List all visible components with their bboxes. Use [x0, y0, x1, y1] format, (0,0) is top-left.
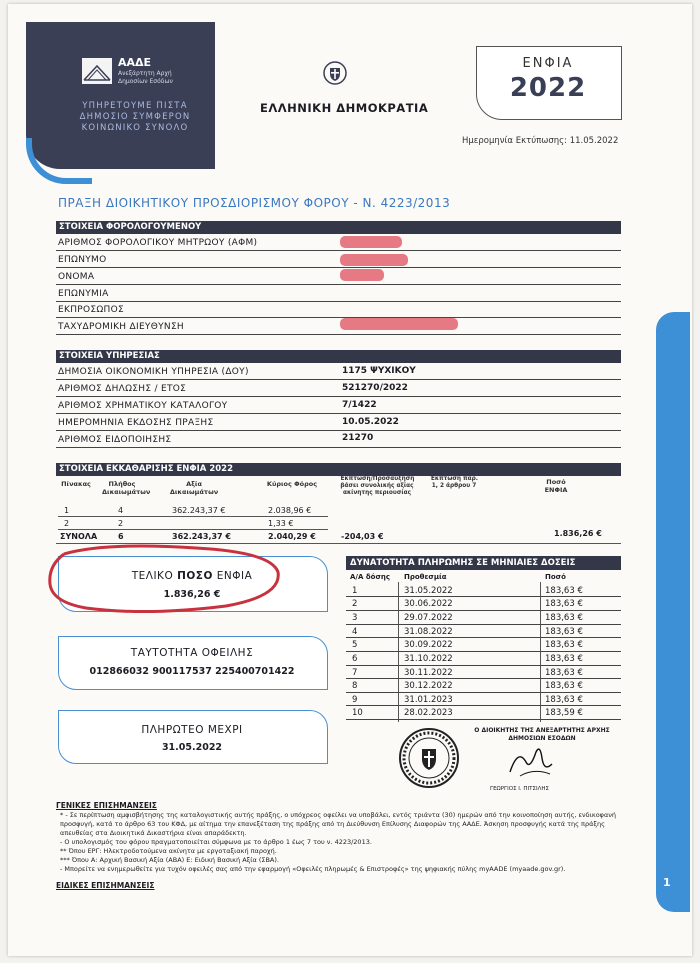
service-row-label: ΑΡΙΘΜΟΣ ΧΡΗΜΑΤΙΚΟΥ ΚΑΤΑΛΟΓΟΥ	[58, 401, 228, 411]
print-date: Ημερομηνία Εκτύπωσης: 11.05.2022	[462, 136, 619, 146]
due-date-label: ΠΛΗΡΩΤΕΟ ΜΕΧΡΙ	[141, 724, 243, 736]
signature-title: Ο ΔΙΟΙΚΗΤΗΣ ΤΗΣ ΑΝΕΞΑΡΤΗΤΗΣ ΑΡΧΗΣ ΔΗΜΟΣΙΩΝ ΕΣΟΔΩΝ	[474, 727, 610, 742]
installment-date: 29.07.2022	[404, 613, 453, 623]
table-cell: 362.243,37 €	[172, 506, 226, 515]
side-accent-bar	[656, 312, 690, 912]
redaction-mark	[340, 254, 408, 266]
note-text: * - Σε περίπτωση αμφισβήτησης της καταλογιστικής αυτής πράξης, ο υπόχρεος οφείλει να υποβάλει, εντός τριάντα (30) ημερών από την κοινοποίηση αυτής, ενδικοφανή προσφυγή, κατά το άρθρο 63 του ΚΦΔ, με αίτημα την επανεξέταση της πράξης από τη Διεύθυνση Επίλυσης Διαφορών της ΑΑΔΕ. Άσκηση προσφυγής κατά της πράξης απευθείας στα Διοικητικά Δικαστήρια είναι απαράδεκτη.	[60, 811, 616, 837]
col-header: Πλήθος Δικαιωμάτων	[102, 480, 151, 496]
special-notes-heading: ΕΙΔΙΚΕΣ ΕΠΙΣΗΜΑΝΣΕΙΣ	[56, 881, 155, 890]
installment-date: 31.05.2022	[404, 586, 453, 596]
installment-number: 1	[352, 586, 358, 596]
installment-amount: 183,63 €	[545, 613, 583, 623]
page-number: 1	[663, 876, 671, 889]
debt-id-label: ΤΑΥΤΟΤΗΤΑ ΟΦΕΙΛΗΣ	[130, 647, 254, 659]
logo-title: ΑΑΔΕ	[118, 56, 152, 69]
totals-label: ΣΥΝΟΛΑ	[60, 532, 98, 541]
col-header: Κύριος Φόρος	[266, 480, 318, 488]
due-date-value: 31.05.2022	[161, 742, 223, 753]
row-divider	[346, 665, 621, 666]
taxpayer-row-label: ΤΑΧΥΔΡΟΜΙΚΗ ΔΙΕΥΘΥΝΣΗ	[58, 322, 184, 332]
service-row-label: ΔΗΜΟΣΙΑ ΟΙΚΟΝΟΜΙΚΗ ΥΠΗΡΕΣΙΑ (ΔΟΥ)	[58, 367, 249, 377]
installment-number: 10	[352, 708, 363, 718]
signatory-name: ΓΕΩΡΓΙΟΣ Ι. ΠΙΤΣΙΛΗΣ	[490, 786, 550, 792]
totals-cell: 1.836,26 €	[554, 529, 602, 538]
service-row-value: 1175 ΨΥΧΙΚΟΥ	[342, 366, 416, 376]
due-date-box	[58, 710, 328, 764]
installment-amount: 183,59 €	[545, 708, 583, 718]
row-divider	[56, 396, 621, 397]
installment-number: 6	[352, 654, 358, 664]
red-circle-highlight	[46, 544, 282, 614]
taxpayer-row-label: ΕΚΠΡΟΣΩΠΟΣ	[58, 305, 124, 315]
installment-amount: 183,63 €	[545, 599, 583, 609]
general-notes-heading: ΓΕΝΙΚΕΣ ΕΠΙΣΗΜΑΝΣΕΙΣ	[56, 801, 157, 810]
clearance-section-heading: ΣΤΟΙΧΕΙΑ ΕΚΚΑΘΑΡΙΣΗΣ ΕΝΦΙΑ 2022	[56, 463, 621, 476]
row-divider	[346, 651, 621, 652]
installment-amount: 183,63 €	[545, 586, 583, 596]
aade-mark-icon	[82, 58, 112, 84]
table-cell: 2	[118, 519, 124, 528]
row-divider	[56, 430, 621, 431]
installments-heading: ΔΥΝΑΤΟΤΗΤΑ ΠΛΗΡΩΜΗΣ ΣΕ ΜΗΝΙΑΙΕΣ ΔΟΣΕΙΣ	[346, 556, 621, 570]
taxpayer-row-label: ΕΠΩΝΥΜΟ	[58, 255, 107, 265]
row-divider	[56, 447, 621, 448]
installment-col-header: Ποσό	[545, 573, 566, 581]
row-divider	[58, 516, 328, 517]
service-section-heading: ΣΤΟΙΧΕΙΑ ΥΠΗΡΕΣΙΑΣ	[56, 350, 621, 363]
col-header: Αξία Δικαιωμάτων	[169, 480, 219, 496]
installment-col-header: Α/Α δόσης	[350, 573, 391, 581]
redaction-mark	[340, 236, 402, 248]
installment-amount: 183,63 €	[545, 695, 583, 705]
table-cell: 2	[64, 519, 70, 528]
service-row-value: 10.05.2022	[342, 417, 399, 427]
totals-cell: 362.243,37 €	[172, 532, 231, 541]
installment-amount: 183,63 €	[545, 654, 583, 664]
redaction-mark	[340, 318, 458, 330]
installment-date: 30.12.2022	[404, 681, 453, 691]
service-row-value: 521270/2022	[342, 383, 408, 393]
table-cell: 2.038,96 €	[268, 506, 312, 515]
column-divider	[540, 582, 541, 722]
enfia-label: ΕΝΦΙΑ	[522, 56, 574, 71]
note-text: - Ο υπολογισμός του φόρου πραγματοποιείται σύμφωνα με το άρθρο 1 έως 7 του ν. 4223/2013.	[60, 838, 372, 846]
debt-id-box	[58, 636, 328, 690]
row-divider	[346, 678, 621, 679]
installment-number: 5	[352, 640, 358, 650]
row-divider	[56, 301, 621, 302]
row-divider	[58, 529, 328, 530]
col-header: Έκπτωση/Προσαύξηση βάσει συνολικής αξίας ακίνητης περιουσίας	[339, 476, 415, 496]
row-divider	[346, 624, 621, 625]
taxpayer-section-heading: ΣΤΟΙΧΕΙΑ ΦΟΡΟΛΟΓΟΥΜΕΝΟΥ	[56, 221, 621, 234]
col-header: Πίνακας	[61, 480, 91, 488]
taxpayer-row-label: ΕΠΩΝΥΜΙΑ	[58, 289, 109, 299]
service-row-label: ΑΡΙΘΜΟΣ ΔΗΛΩΣΗΣ / ΕΤΟΣ	[58, 384, 187, 394]
row-divider	[346, 692, 621, 693]
row-divider	[56, 379, 621, 380]
totals-cell: 2.040,29 €	[268, 532, 316, 541]
installment-amount: 183,63 €	[545, 627, 583, 637]
installment-number: 3	[352, 613, 358, 623]
table-cell: 1,33 €	[268, 519, 294, 528]
note-text: ** Όπου ΕΡΓ: Ηλεκτροδοτούμενα ακίνητα με εργοταξιακή παροχή.	[60, 847, 277, 855]
official-seal-icon	[398, 727, 460, 789]
taxpayer-row-label: ΑΡΙΘΜΟΣ ΦΟΡΟΛΟΓΙΚΟΥ ΜΗΤΡΩΟΥ (ΑΦΜ)	[58, 238, 258, 248]
service-row-label: ΗΜΕΡΟΜΗΝΙΑ ΕΚΔΟΣΗΣ ΠΡΑΞΗΣ	[58, 418, 214, 428]
installment-amount: 183,63 €	[545, 668, 583, 678]
row-divider	[56, 413, 621, 414]
table-cell: 1	[64, 506, 70, 515]
row-divider	[346, 637, 621, 638]
row-divider	[346, 705, 621, 706]
note-text: - Μπορείτε να ενημερωθείτε για τυχόν οφειλές σας από την εφαρμογή «Οφειλές πληρωμές & Επιστροφές» της ψηφιακής πύλης myAADE (myaade.gov.gr).	[60, 865, 566, 873]
installment-number: 7	[352, 668, 358, 678]
installment-number: 9	[352, 695, 358, 705]
installment-col-header: Προθεσμία	[404, 573, 447, 581]
installment-date: 30.06.2022	[404, 599, 453, 609]
service-row-label: ΑΡΙΘΜΟΣ ΕΙΔΟΠΟΙΗΣΗΣ	[58, 435, 172, 445]
installment-date: 30.11.2022	[404, 668, 453, 678]
service-row-value: 7/1422	[342, 400, 377, 410]
installment-amount: 183,63 €	[545, 640, 583, 650]
redaction-mark	[340, 269, 384, 281]
row-divider	[56, 334, 621, 335]
republic-title: ΕΛΛΗΝΙΚΗ ΔΗΜΟΚΡΑΤΙΑ	[260, 101, 429, 115]
row-divider	[56, 267, 621, 268]
table-cell: 4	[118, 506, 124, 515]
logo-subtitle: Ανεξάρτητη Αρχή Δημοσίων Εσόδων	[118, 70, 173, 85]
row-divider	[346, 719, 621, 720]
row-divider	[56, 284, 621, 285]
slogan: ΥΠΗΡΕΤΟΥΜΕ ΠΙΣΤΑ ΔΗΜΟΣΙΟ ΣΥΜΦΕΡΟΝ ΚΟΙΝΩΝΙΚΟ ΣΥΝΟΛΟ	[79, 101, 191, 133]
final-amount-label: ΤΕΛΙΚΟ ΠΟΣΟ ΕΝΦΙΑ	[131, 570, 253, 582]
row-divider	[346, 596, 621, 597]
final-amount-value: 1.836,26 €	[163, 589, 221, 600]
installment-date: 28.02.2023	[404, 708, 453, 718]
act-title: ΠΡΑΞΗ ΔΙΟΙΚΗΤΙΚΟΥ ΠΡΟΣΔΙΟΡΙΣΜΟΥ ΦΟΡΟΥ - Ν. 4223/2013	[58, 196, 451, 210]
installment-number: 4	[352, 627, 358, 637]
coat-of-arms-icon	[322, 60, 348, 86]
row-divider	[56, 317, 621, 318]
col-header: Έκπτωση παρ. 1, 2 άρθρου 7	[430, 476, 478, 489]
installment-date: 31.01.2023	[404, 695, 453, 705]
handwritten-signature	[500, 742, 560, 782]
row-divider	[346, 610, 621, 611]
installment-date: 31.08.2022	[404, 627, 453, 637]
row-divider	[56, 250, 621, 251]
installment-number: 8	[352, 681, 358, 691]
installment-date: 30.09.2022	[404, 640, 453, 650]
enfia-year: 2022	[509, 73, 587, 103]
totals-cell: 6	[118, 532, 124, 541]
installment-amount: 183,63 €	[545, 681, 583, 691]
taxpayer-row-label: ΟΝΟΜΑ	[58, 272, 95, 282]
note-text: *** Όπου Α: Αρχική Βασική Αξία (ΑΒΑ) Ε: Ειδική Βασική Αξία (ΣΒΑ).	[60, 856, 279, 864]
debt-id-value: 012866032 900117537 225400701422	[89, 666, 295, 677]
column-divider	[398, 582, 399, 722]
service-row-value: 21270	[342, 433, 374, 443]
installment-date: 31.10.2022	[404, 654, 453, 664]
totals-cell: -204,03 €	[341, 532, 384, 541]
installment-number: 2	[352, 599, 358, 609]
col-header: Ποσό ΕΝΦΙΑ	[544, 478, 568, 494]
